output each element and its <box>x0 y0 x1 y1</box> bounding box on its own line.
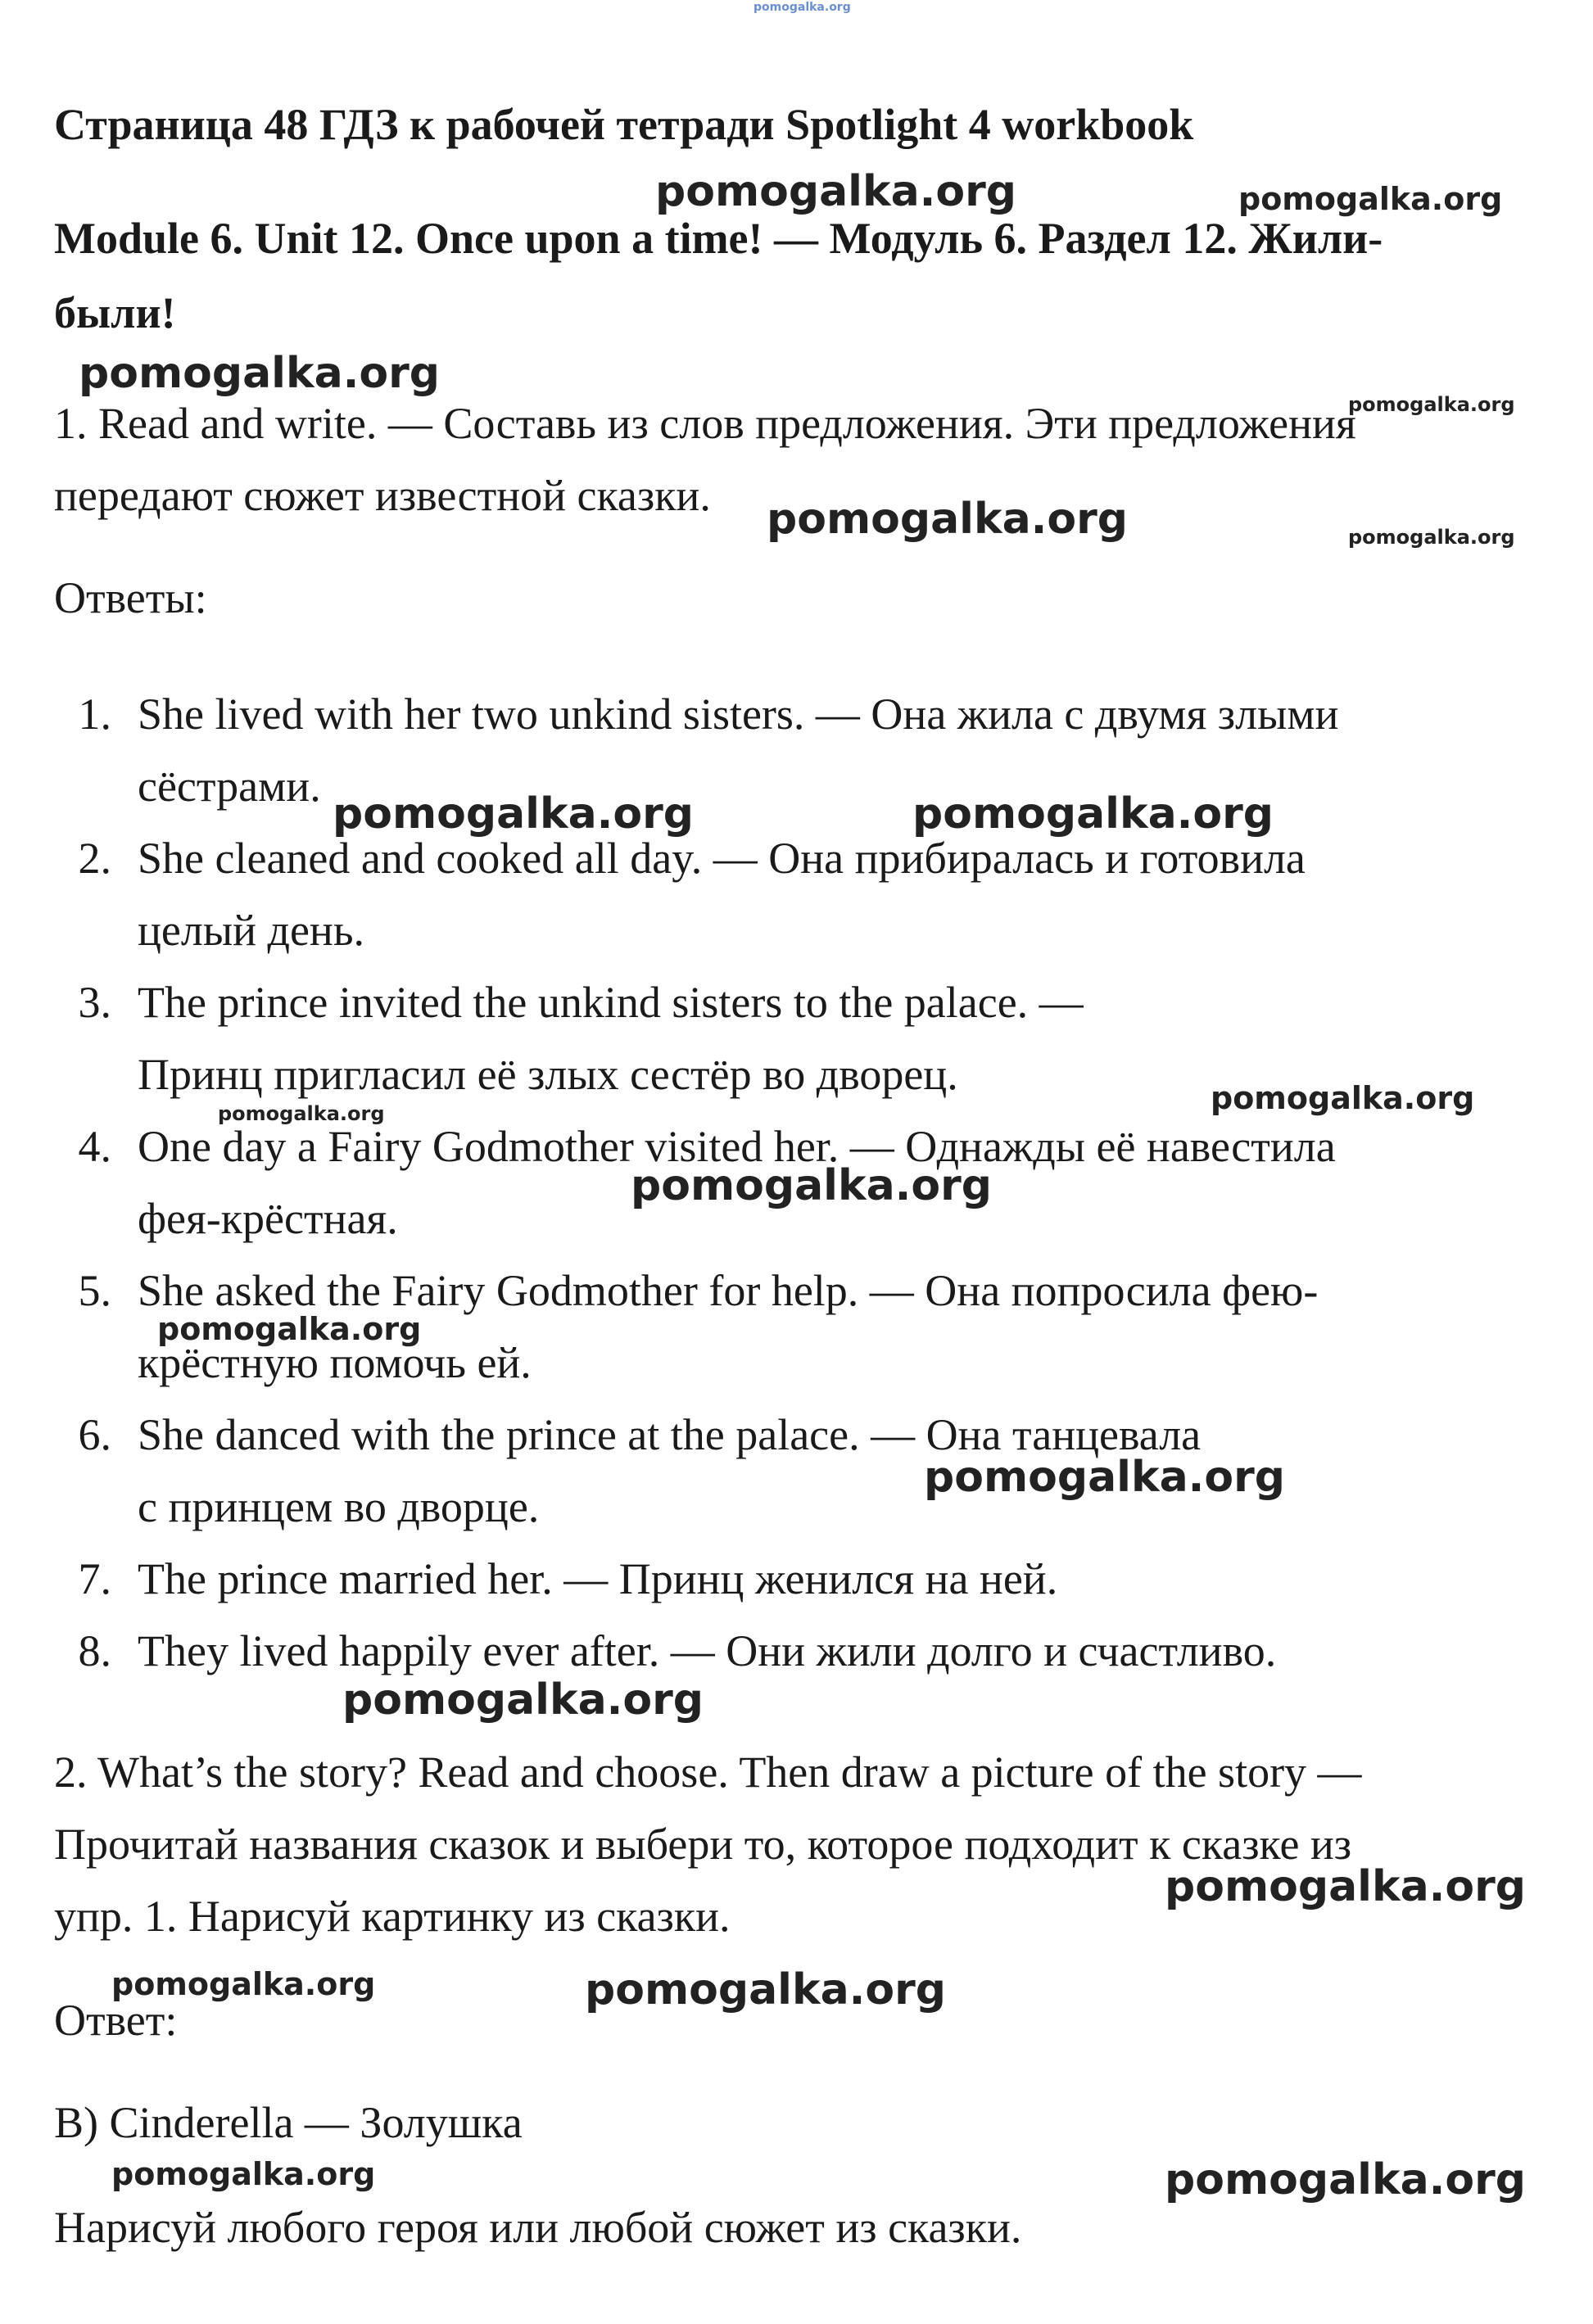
task2-line2: Прочитай названия сказок и выбери то, которое подходит к сказке из <box>54 1820 1352 1869</box>
watermark: pomogalka.org <box>79 349 441 398</box>
answer-number: 6. <box>78 1410 111 1459</box>
answer-number: 5. <box>78 1266 111 1315</box>
answer-line: She cleaned and cooked all day. — Она прибиралась и готовила <box>138 834 1306 883</box>
module-title-line2: были! <box>54 288 176 337</box>
watermark: pomogalka.org <box>912 789 1274 839</box>
watermark: pomogalka.org <box>111 2156 376 2192</box>
watermark: pomogalka.org <box>1348 393 1515 416</box>
answer-line: целый день. <box>138 906 364 955</box>
watermark: pomogalka.org <box>1211 1080 1475 1116</box>
watermark: pomogalka.org <box>754 1 851 14</box>
watermark: pomogalka.org <box>111 1966 376 2002</box>
answer-number: 3. <box>78 978 111 1027</box>
watermark: pomogalka.org <box>218 1102 385 1125</box>
answer-line: фея-крёстная. <box>138 1194 398 1243</box>
answer-line: One day a Fairy Godmother visited her. — Однажды её навестила <box>138 1122 1336 1171</box>
answer-line: крёстную помочь ей. <box>138 1338 532 1387</box>
drawing-instruction: Нарисуй любого героя или любой сюжет из сказки. <box>54 2203 1022 2252</box>
watermark: pomogalka.org <box>585 1965 947 2014</box>
answer-line: с принцем во дворце. <box>138 1482 540 1531</box>
answer-line: Принц пригласил её злых сестёр во дворец. <box>138 1050 958 1099</box>
answer-line: She asked the Fairy Godmother for help. — Она попросила фею- <box>138 1266 1319 1315</box>
task2-line3: упр. 1. Нарисуй картинку из сказки. <box>54 1892 731 1941</box>
answer-number: 1. <box>78 690 111 739</box>
watermark: pomogalka.org <box>767 495 1129 544</box>
answer-number: 2. <box>78 834 111 883</box>
task1-line1: 1. Read and write. — Составь из слов предложения. Эти предложения <box>54 399 1356 448</box>
module-title-line1: Module 6. Unit 12. Once upon a time! — Модуль 6. Раздел 12. Жили- <box>54 214 1383 263</box>
answer-number: 7. <box>78 1554 111 1603</box>
watermark: pomogalka.org <box>157 1311 422 1347</box>
task1-line2: передают сюжет известной сказки. <box>54 471 711 520</box>
answer-line: They lived happily ever after. — Они жили долго и счастливо. <box>138 1626 1277 1675</box>
watermark: pomogalka.org <box>655 167 1017 216</box>
watermark: pomogalka.org <box>342 1675 704 1725</box>
answer-line: сёстрами. <box>138 762 321 811</box>
task2-line1: 2. What’s the story? Read and choose. Then draw a picture of the story — <box>54 1748 1362 1797</box>
watermark: pomogalka.org <box>631 1161 993 1210</box>
watermark: pomogalka.org <box>1348 526 1515 549</box>
watermark: pomogalka.org <box>924 1453 1286 1502</box>
answer-number: 8. <box>78 1626 111 1675</box>
answer-label: Ответ: <box>54 1996 178 2045</box>
watermark: pomogalka.org <box>1165 1862 1527 1911</box>
page-title: Страница 48 ГДЗ к рабочей тетради Spotlight 4 workbook <box>54 100 1194 149</box>
answer-line: She danced with the prince at the palace. — Она танцевала <box>138 1410 1202 1459</box>
answer-line: She lived with her two unkind sisters. — Она жила с двумя злыми <box>138 690 1339 739</box>
answer-choice: B) Cinderella — Золушка <box>54 2098 523 2147</box>
watermark: pomogalka.org <box>1165 2155 1527 2204</box>
answer-line: The prince married her. — Принц женился на ней. <box>138 1554 1058 1603</box>
watermark: pomogalka.org <box>333 789 695 839</box>
answer-line: The prince invited the unkind sisters to the palace. — <box>138 978 1084 1027</box>
watermark: pomogalka.org <box>1238 181 1503 217</box>
answer-number: 4. <box>78 1122 111 1171</box>
answers-label: Ответы: <box>54 573 207 622</box>
